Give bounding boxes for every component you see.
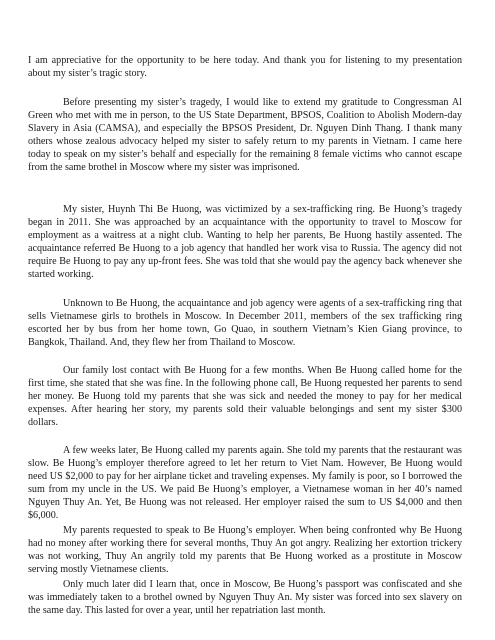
paragraph-employer-confronted: My parents requested to speak to Be Huong’s employer. When being confronted why Be Huong had no money after working there for several months, Thuy An got angry. Realizing her extortion trickery was not working, Thuy An angrily told my parents that Be Huong worked as a prostitute in Moscow serving mostly Vietnamese clients. (28, 525, 462, 576)
paragraph-extortion: A few weeks later, Be Huong called my parents again. She told my parents that the restaurant was slow. Be Huong’s employer therefore agreed to let her return to Viet Nam. However, Be Huong would need US $2,000 to pay for her airplane ticket and traveling expenses. My family is poor, so I borrowed the sum from my uncle in the US. We paid Be Huong’s employer, a Vietnamese woman in her 40’s named Nguyen Thuy An. Yet, Be Huong was not released. Her employer raised the sum to US $4,000 and then $6,000. (28, 445, 462, 522)
paragraph-brothel: Only much later did I learn that, once in Moscow, Be Huong’s passport was confiscated and she was immediately taken to a brothel owned by Nguyen Thuy An. My sister was forced into sex slavery on the same day. This lasted for over a year, until her repatriation last month. (28, 579, 462, 617)
paragraph-gratitude: Before presenting my sister’s tragedy, I would like to extend my gratitude to Congressman Al Green who met with me in person, to the US State Department, BPSOS, Coalition to Abolish Modern-day Slavery in Asia (CAMSA), and especially the BPSOS President, Dr. Nguyen Dinh Thang. I thank many others whose zealous advocacy helped my sister to safely return to my parents in Vietnam. I came here today to speak on my sister’s behalf and especially for the remaining 8 female victims who cannot escape from the same brothel in Moscow where my sister was imprisoned. (28, 97, 462, 174)
paragraph-trafficking-ring: Unknown to Be Huong, the acquaintance and job agency were agents of a sex-trafficking ring that sells Vietnamese girls to brothels in Moscow. In December 2011, members of the sex trafficking ring escorted her by bus from her home town, Go Quao, in southern Vietnam’s Kien Giang province, to Bangkok, Thailand. And, they flew her from Thailand to Moscow. (28, 298, 462, 349)
paragraph-opening: I am appreciative for the opportunity to be here today. And thank you for listening to my presentation about my sister’s tragic story. (28, 55, 462, 80)
paragraph-lost-contact: Our family lost contact with Be Huong for a few months. When Be Huong called home for the first time, she stated that she was fine. In the following phone call, Be Huong requested her parents to send her money. Be Huong told my parents that she was sick and needed the money to pay for her medical expenses. After hearing her story, my parents sold their valuable belongings and sent my sister $300 dollars. (28, 365, 462, 429)
paragraph-victimization: My sister, Huynh Thi Be Huong, was victimized by a sex-trafficking ring. Be Huong’s tragedy began in 2011. She was approached by an acquaintance with the opportunity to travel to Moscow for employment as a waitress at a night club. Wanting to help her parents, Be Huong hastily assented. The acquaintance referred Be Huong to a job agency that handled her work visa to Russia. The agency did not require Be Huong to pay any up-front fees. She was told that she would pay the agency back whenever she started working. (28, 204, 462, 281)
